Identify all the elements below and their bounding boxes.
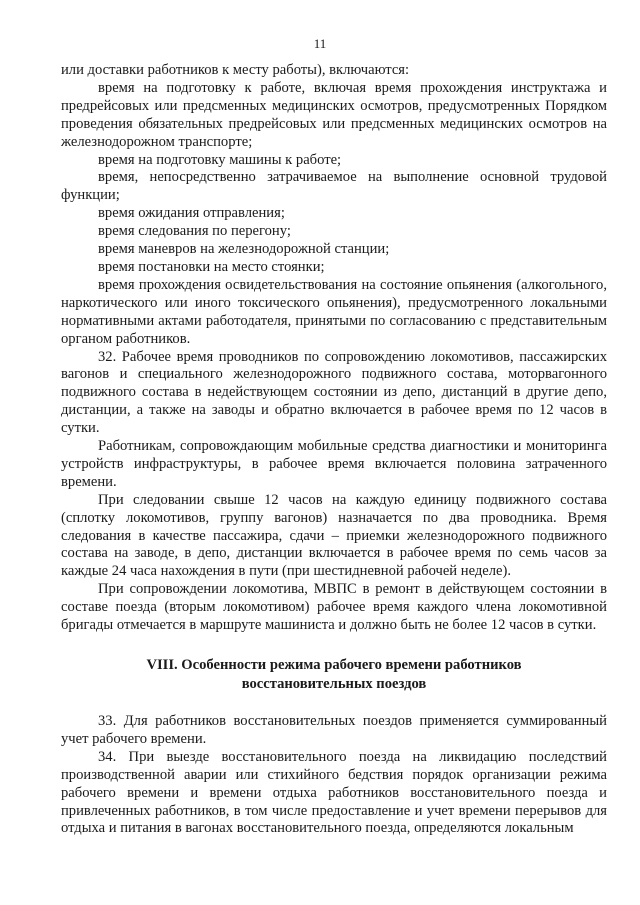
paragraph: время прохождения освидетельствования на состояние опьянения (алкогольного, наркотического или иного токсического опьянения), предусмотренного локальными нормативными актами работодателя, принятыми по согласованию с представительным органом работников. <box>61 276 607 347</box>
paragraph: время следования по перегону; <box>98 223 291 240</box>
paragraph: время маневров на железнодорожной станции; <box>98 241 390 258</box>
paragraph: 33. Для работников восстановительных поездов применяется суммированный учет рабочего времени. <box>61 713 607 747</box>
paragraph: или доставки работников к месту работы), включаются: <box>61 62 410 78</box>
paragraph: При следовании свыше 12 часов на каждую единицу подвижного состава (сплотку локомотивов, группу вагонов) назначается по два проводника. Время следования в качестве пассажира, сдачи – приемки железнодорожного подвижного состава на заводе, в депо, дистанции включается в рабочее время по семь часов за каждые 24 часа нахождения в пути (при шестидневной рабочей неделе). <box>61 491 607 580</box>
paragraph: время на подготовку к работе, включая время прохождения инструктажа и предрейсовых или предсменных медицинских осмотров, предусмотренных Порядком проведения обязательных предрейсовых или предсменных медицинских осмотров на железнодорожном транспорте; <box>61 79 607 150</box>
section-after-heading <box>61 713 607 838</box>
section-before-heading <box>61 62 607 635</box>
paragraph: время постановки на место стоянки; <box>98 258 325 275</box>
section-heading-line-1: VIII. Особенности режима рабочего времени работников <box>146 657 522 673</box>
paragraph: 32. Рабочее время проводников по сопровождению локомотивов, пассажирских вагонов и специального железнодорожного подвижного состава, моторвагонного подвижного состава в недействующем состоянии из депо, дистанций в другие депо, дистанции, а также на заводы и обратно включается в рабочее время по 12 часов в сутки. <box>61 348 607 437</box>
paragraph: Работникам, сопровождающим мобильные средства диагностики и мониторинга устройств инфраструктуры, в рабочее время включается половина затраченного времени. <box>61 438 607 490</box>
paragraph: время на подготовку машины к работе; <box>98 151 342 168</box>
paragraph: время ожидания отправления; <box>98 205 285 222</box>
section-heading <box>61 656 607 693</box>
section-heading-line-2: восстановительных поездов <box>241 675 427 692</box>
page-number: 11 <box>313 36 327 51</box>
document-body <box>61 62 607 838</box>
paragraph: 34. При выезде восстановительного поезда на ликвидацию последствий производственной аварии или стихийного бедствия порядок организации режима рабочего времени и времени отдыха работников восстановительного поезда и привлеченных работников, в том числе предоставление и учет времени перерывов для отдыха и питания в вагонах восстановительного поезда, определяются локальным <box>61 748 607 837</box>
paragraph: время, непосредственно затрачиваемое на выполнение основной трудовой функции; <box>61 169 607 204</box>
paragraph: При сопровождении локомотива, МВПС в ремонт в действующем состоянии в составе поезда (вторым локомотивом) рабочее время каждого члена локомотивной бригады отмечается в маршруте машиниста и должно быть не более 12 часов в сутки. <box>61 581 607 634</box>
